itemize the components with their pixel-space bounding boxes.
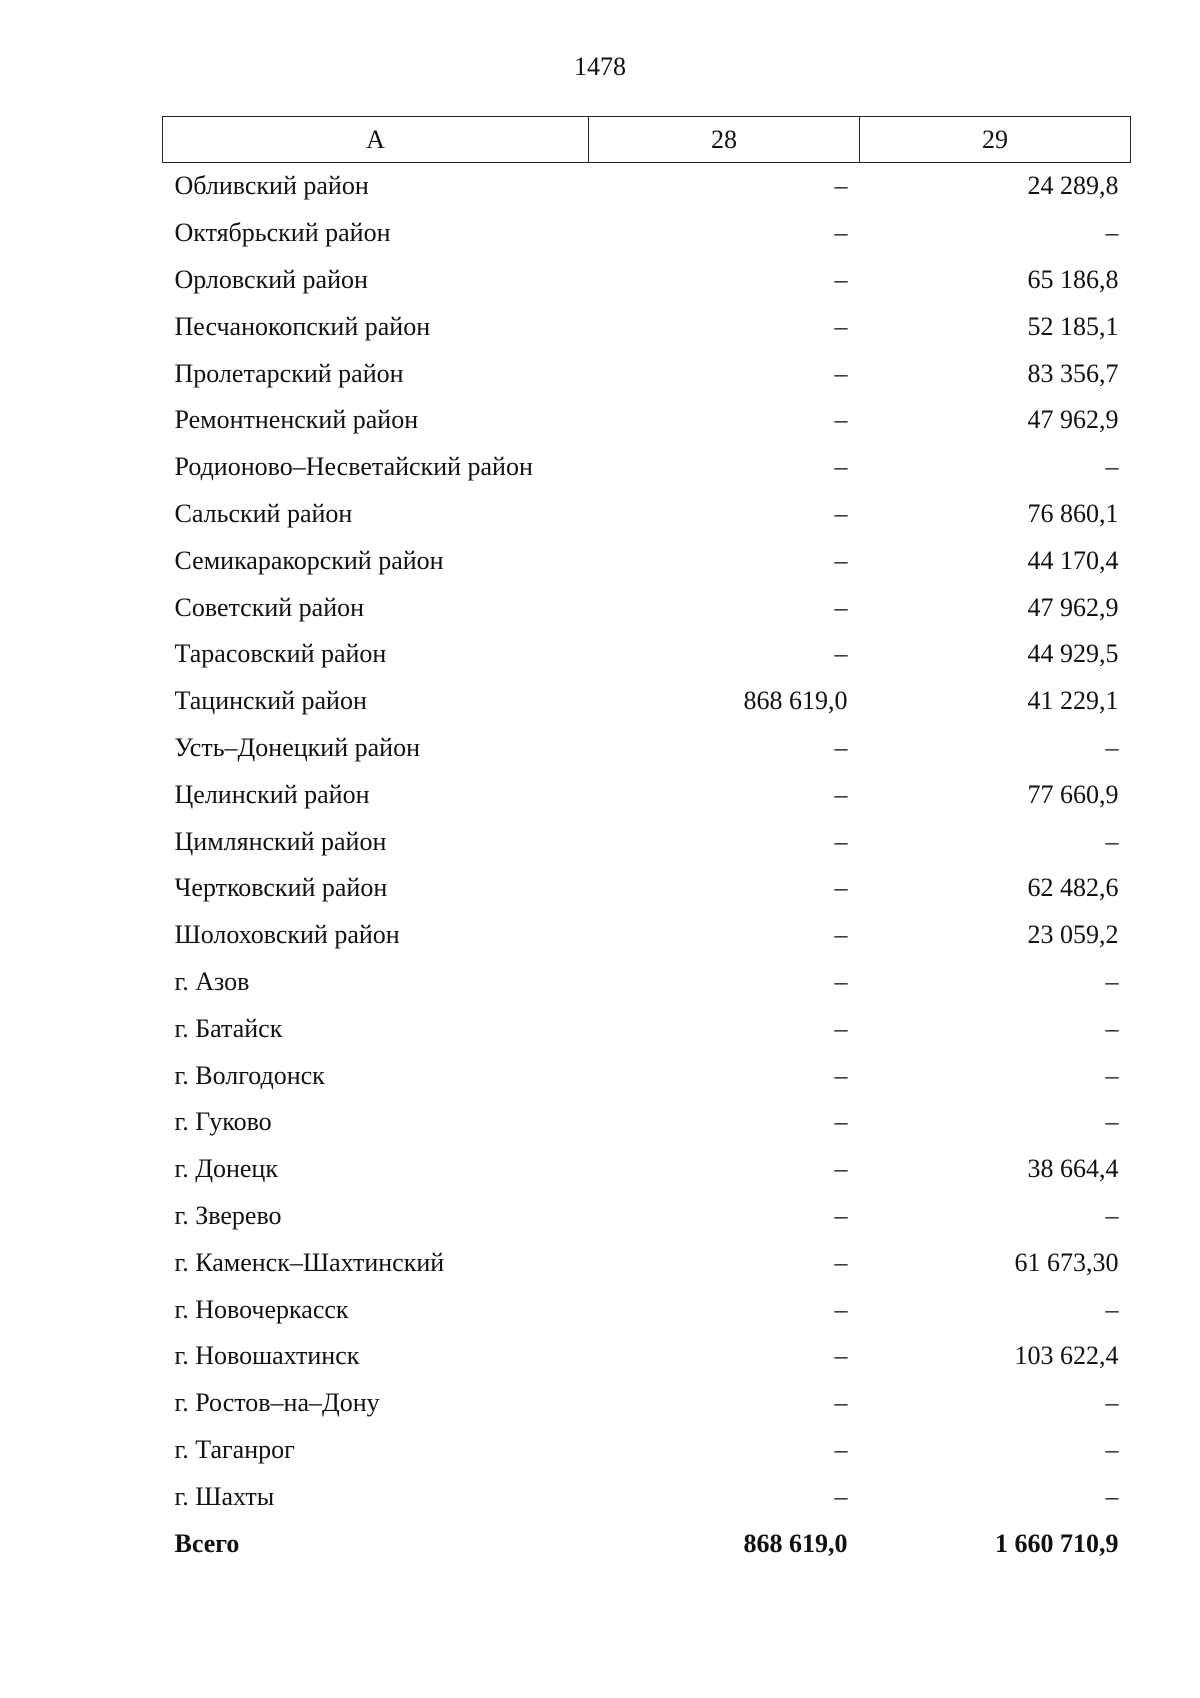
table-row — [163, 1193, 1131, 1240]
table-header — [163, 117, 1131, 163]
value-cell-28: 868 619,0 — [743, 686, 848, 716]
value-cell-29: 47 962,9 — [1027, 592, 1119, 622]
table-row — [163, 771, 1131, 818]
value-cell-29: 62 482,6 — [1027, 873, 1119, 903]
table-row — [163, 912, 1131, 959]
value-cell-28: – — [834, 1107, 848, 1137]
row-name-cell: г. Новошахтинск — [174, 1341, 360, 1371]
row-name-cell: Сальский район — [174, 498, 353, 528]
data-table — [162, 116, 1131, 1567]
row-name-cell: Шолоховский район — [174, 920, 400, 950]
table-row — [163, 163, 1131, 210]
value-cell-28: – — [834, 639, 848, 669]
value-cell-29: 47 962,9 — [1027, 405, 1119, 435]
value-cell-28: – — [834, 779, 848, 809]
value-cell-29: – — [1105, 1200, 1119, 1230]
row-name-cell: г. Новочеркасск — [174, 1294, 349, 1324]
table-row — [163, 631, 1131, 678]
value-cell-29: – — [1105, 1434, 1119, 1464]
header-row — [163, 117, 1131, 163]
value-cell-28: – — [834, 1388, 848, 1418]
value-cell-29: – — [1105, 1481, 1119, 1511]
row-name-cell: г. Каменск–Шахтинский — [174, 1247, 445, 1277]
table-row — [163, 959, 1131, 1006]
value-cell-29: – — [1105, 452, 1119, 482]
table-row — [163, 397, 1131, 444]
row-name-cell: Октябрьский район — [174, 218, 391, 248]
value-cell-28: – — [834, 171, 848, 201]
row-name-cell: Орловский район — [174, 264, 368, 294]
value-cell-29: 52 185,1 — [1027, 311, 1119, 341]
value-cell-29: 61 673,30 — [1014, 1247, 1119, 1277]
value-cell-29: – — [1105, 732, 1119, 762]
value-cell-29: 41 229,1 — [1027, 686, 1119, 716]
table-row — [163, 725, 1131, 772]
value-cell-28: – — [834, 873, 848, 903]
value-cell-29: – — [1105, 1060, 1119, 1090]
value-cell-29: – — [1105, 218, 1119, 248]
row-name-cell: г. Волгодонск — [174, 1060, 325, 1090]
value-cell-29: 24 289,8 — [1027, 171, 1119, 201]
value-cell-29: 44 929,5 — [1027, 639, 1119, 669]
value-cell-28: – — [834, 920, 848, 950]
value-cell-28: – — [834, 545, 848, 575]
table-row — [163, 1005, 1131, 1052]
value-cell-28: – — [834, 1247, 848, 1277]
value-cell-28: – — [834, 1154, 848, 1184]
value-cell-28: – — [834, 592, 848, 622]
value-cell-28: – — [834, 826, 848, 856]
value-cell-28: – — [834, 1341, 848, 1371]
value-cell-29: – — [1105, 1388, 1119, 1418]
value-cell-28: – — [834, 732, 848, 762]
total-row-name-cell: Всего — [174, 1528, 240, 1558]
table-row — [163, 444, 1131, 491]
row-name-cell: г. Азов — [174, 966, 250, 996]
row-name-cell: Ремонтненский район — [174, 405, 419, 435]
header-cell-29: 29 — [860, 117, 1131, 163]
total-value-cell-29: 1 660 710,9 — [995, 1528, 1119, 1558]
table-row — [163, 1286, 1131, 1333]
row-name-cell: Тарасовский район — [174, 639, 387, 669]
table-row — [163, 678, 1131, 725]
row-name-cell: Советский район — [174, 592, 365, 622]
value-cell-28: – — [834, 218, 848, 248]
row-name-cell: Тацинский район — [174, 686, 367, 716]
value-cell-29: – — [1105, 966, 1119, 996]
value-cell-28: – — [834, 405, 848, 435]
table-row — [163, 584, 1131, 631]
table-row — [163, 1380, 1131, 1427]
value-cell-29: 76 860,1 — [1027, 498, 1119, 528]
row-name-cell: Песчанокопский район — [174, 311, 431, 341]
table-row — [163, 818, 1131, 865]
row-name-cell: Родионово–Несветайский район — [174, 452, 533, 482]
table-row — [163, 491, 1131, 538]
table-row — [163, 1427, 1131, 1474]
value-cell-29: 65 186,8 — [1027, 264, 1119, 294]
row-name-cell: Чертковский район — [174, 873, 388, 903]
total-row — [163, 1520, 1131, 1567]
header-cell-a: А — [163, 117, 589, 163]
row-name-cell: Обливский район — [174, 171, 369, 201]
value-cell-28: – — [834, 264, 848, 294]
table-row — [163, 257, 1131, 304]
table-body — [163, 163, 1131, 1567]
value-cell-28: – — [834, 311, 848, 341]
value-cell-28: – — [834, 1434, 848, 1464]
row-name-cell: Усть–Донецкий район — [174, 732, 420, 762]
value-cell-29: – — [1105, 1013, 1119, 1043]
value-cell-28: – — [834, 1294, 848, 1324]
value-cell-29: 77 660,9 — [1027, 779, 1119, 809]
value-cell-28: – — [834, 498, 848, 528]
value-cell-28: – — [834, 1013, 848, 1043]
row-name-cell: г. Таганрог — [174, 1434, 295, 1464]
value-cell-29: 103 622,4 — [1014, 1341, 1119, 1371]
value-cell-29: 44 170,4 — [1027, 545, 1119, 575]
row-name-cell: Целинский район — [174, 779, 370, 809]
value-cell-28: – — [834, 358, 848, 388]
value-cell-28: – — [834, 452, 848, 482]
row-name-cell: г. Ростов–на–Дону — [174, 1388, 380, 1418]
row-name-cell: г. Шахты — [174, 1481, 275, 1511]
row-name-cell: г. Донецк — [174, 1154, 278, 1184]
value-cell-29: 23 059,2 — [1027, 920, 1119, 950]
table-row — [163, 1239, 1131, 1286]
table-row — [163, 1473, 1131, 1520]
header-cell-28: 28 — [589, 117, 860, 163]
table-row — [163, 537, 1131, 584]
table-row — [163, 1333, 1131, 1380]
row-name-cell: г. Гуково — [174, 1107, 272, 1137]
row-name-cell: г. Зверево — [174, 1200, 282, 1230]
table-row — [163, 1099, 1131, 1146]
total-value-cell-28: 868 619,0 — [743, 1528, 848, 1558]
value-cell-29: – — [1105, 1107, 1119, 1137]
value-cell-29: 38 664,4 — [1027, 1154, 1119, 1184]
table-row — [163, 210, 1131, 257]
table-row — [163, 350, 1131, 397]
table-row — [163, 303, 1131, 350]
value-cell-29: – — [1105, 1294, 1119, 1324]
row-name-cell: Пролетарский район — [174, 358, 404, 388]
value-cell-29: – — [1105, 826, 1119, 856]
row-name-cell: Цимлянский район — [174, 826, 387, 856]
value-cell-28: – — [834, 1481, 848, 1511]
row-name-cell: г. Батайск — [174, 1013, 283, 1043]
table-row — [163, 1146, 1131, 1193]
table-row — [163, 865, 1131, 912]
value-cell-28: – — [834, 1200, 848, 1230]
table-row — [163, 1052, 1131, 1099]
value-cell-29: 83 356,7 — [1027, 358, 1119, 388]
page-number: 1478 — [574, 52, 626, 81]
row-name-cell: Семикаракорский район — [174, 545, 444, 575]
value-cell-28: – — [834, 966, 848, 996]
value-cell-28: – — [834, 1060, 848, 1090]
